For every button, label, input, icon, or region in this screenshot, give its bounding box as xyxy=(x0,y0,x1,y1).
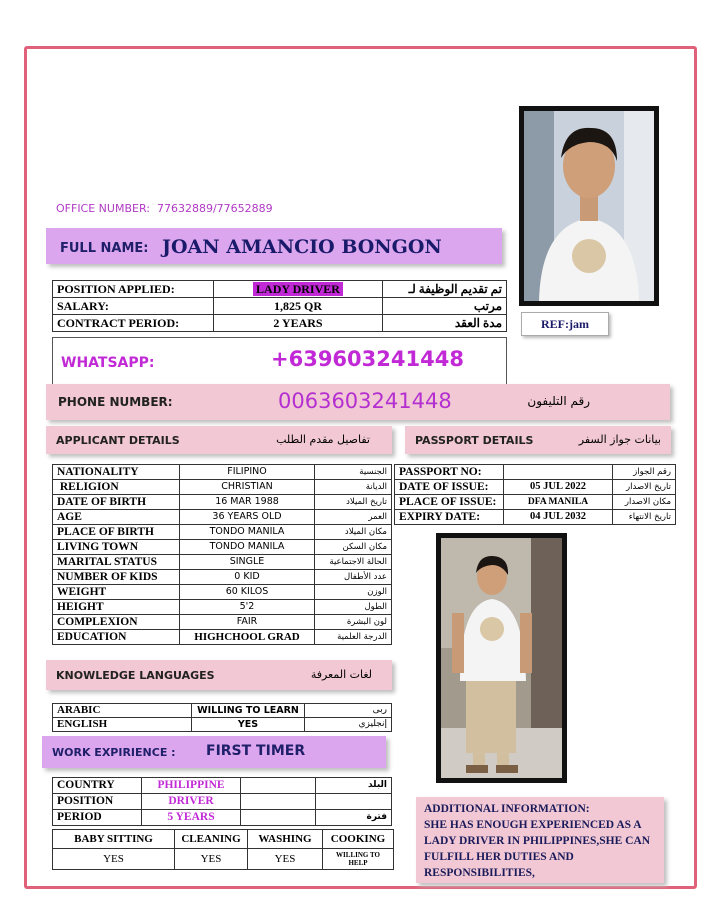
table-row xyxy=(53,718,392,732)
table-row xyxy=(53,615,392,630)
detail-value: CHRISTIAN xyxy=(180,480,315,495)
table-row xyxy=(53,704,392,718)
detail-value: TONDO MANILA xyxy=(180,540,315,555)
skill-label: BABY SITTING xyxy=(53,830,175,849)
detail-value: 5'2 xyxy=(180,600,315,615)
contract-arabic: مدة العقد xyxy=(383,315,507,332)
skill-value: YES xyxy=(175,849,248,870)
table-row xyxy=(53,510,392,525)
table-row xyxy=(53,794,392,810)
contract-value: 2 YEARS xyxy=(214,315,383,332)
experience-label: PERIOD xyxy=(53,810,142,826)
table-row xyxy=(53,600,392,615)
table-row xyxy=(53,810,392,826)
skill-label: CLEANING xyxy=(175,830,248,849)
language-arabic: إنجليزي xyxy=(305,718,392,732)
table-row xyxy=(395,480,676,495)
work-experience-label: WORK EXPIRIENCE : xyxy=(52,746,176,759)
table-row xyxy=(53,495,392,510)
position-value-highlight: LADY DRIVER xyxy=(253,282,343,296)
table-row xyxy=(53,585,392,600)
whatsapp-box xyxy=(52,337,507,385)
experience-empty xyxy=(241,778,316,794)
detail-arabic: الطول xyxy=(315,600,392,615)
salary-arabic: مرتب xyxy=(383,298,507,315)
experience-table xyxy=(52,777,392,826)
skill-value: YES xyxy=(248,849,323,870)
detail-arabic: تاريخ الميلاد xyxy=(315,495,392,510)
applicant-details-arabic: تفاصيل مقدم الطلب xyxy=(276,433,370,446)
position-value xyxy=(214,281,383,298)
additional-information-title: ADDITIONAL INFORMATION: xyxy=(424,803,590,815)
detail-value: FAIR xyxy=(180,615,315,630)
detail-label: AGE xyxy=(53,510,180,525)
phone-arabic: رقم التليفون xyxy=(527,394,590,408)
detail-arabic: مكان السكن xyxy=(315,540,392,555)
detail-arabic: لون البشرة xyxy=(315,615,392,630)
detail-arabic: الدرجة العلمية xyxy=(315,630,392,645)
languages-table xyxy=(52,703,392,732)
detail-label: LIVING TOWN xyxy=(53,540,180,555)
experience-value: DRIVER xyxy=(142,794,241,810)
applicant-full-body-photo xyxy=(436,533,567,783)
experience-value: 5 YEARS xyxy=(142,810,241,826)
skill-value: YES xyxy=(53,849,175,870)
experience-label: POSITION xyxy=(53,794,142,810)
table-row xyxy=(53,540,392,555)
detail-label: COMPLEXION xyxy=(53,615,180,630)
full-name-bar xyxy=(46,228,502,264)
passport-value: DFA MANILA xyxy=(504,495,613,510)
table-row xyxy=(53,570,392,585)
detail-label: RELIGION xyxy=(53,480,180,495)
table-row xyxy=(395,465,676,480)
detail-arabic: عدد الأطفال xyxy=(315,570,392,585)
table-row xyxy=(53,830,394,849)
detail-arabic: الديانة xyxy=(315,480,392,495)
applicant-portrait-photo xyxy=(519,106,659,306)
table-row xyxy=(53,465,392,480)
skill-value: WILLING TO HELP xyxy=(323,849,394,870)
additional-information-box xyxy=(416,797,664,883)
salary-label: SALARY: xyxy=(53,298,214,315)
experience-arabic: البلد xyxy=(316,778,392,794)
language-label: ARABIC xyxy=(53,704,192,718)
detail-label: NATIONALITY xyxy=(53,465,180,480)
full-name-label: FULL NAME: xyxy=(60,241,149,256)
applicant-details-header xyxy=(46,426,392,454)
passport-arabic: رقم الجواز xyxy=(613,465,676,480)
detail-arabic: الحالة الاجتماعية xyxy=(315,555,392,570)
passport-details-label: PASSPORT DETAILS xyxy=(415,434,534,447)
applicant-details-label: APPLICANT DETAILS xyxy=(56,434,180,447)
table-row xyxy=(53,525,392,540)
position-label: POSITION APPLIED: xyxy=(53,281,214,298)
table-row xyxy=(53,315,507,332)
phone-value: 0063603241448 xyxy=(278,389,452,413)
detail-value: 16 MAR 1988 xyxy=(180,495,315,510)
detail-label: WEIGHT xyxy=(53,585,180,600)
whatsapp-label: WHATSAPP: xyxy=(61,355,155,371)
knowledge-languages-arabic: لغات المعرفة xyxy=(310,668,372,681)
detail-value: 0 KID xyxy=(180,570,315,585)
passport-details-table xyxy=(394,464,676,525)
detail-label: NUMBER OF KIDS xyxy=(53,570,180,585)
experience-arabic: فترة xyxy=(316,810,392,826)
salary-value: 1,825 QR xyxy=(214,298,383,315)
knowledge-languages-header xyxy=(46,660,392,690)
table-row xyxy=(53,298,507,315)
table-row xyxy=(53,630,392,645)
passport-value: 05 JUL 2022 xyxy=(504,480,613,495)
table-row xyxy=(53,778,392,794)
language-label: ENGLISH xyxy=(53,718,192,732)
skill-label: COOKING xyxy=(323,830,394,849)
work-experience-bar xyxy=(42,736,386,768)
passport-arabic: تاريخ الاصدار xyxy=(613,480,676,495)
detail-arabic: الجنسية xyxy=(315,465,392,480)
detail-value: HIGHCHOOL GRAD xyxy=(180,630,315,645)
position-arabic: تم تقديم الوظيفة لـ xyxy=(383,281,507,298)
table-row xyxy=(395,495,676,510)
table-row xyxy=(395,510,676,525)
phone-bar xyxy=(46,384,670,420)
phone-label: PHONE NUMBER: xyxy=(58,395,173,409)
detail-label: DATE OF BIRTH xyxy=(53,495,180,510)
detail-arabic: الوزن xyxy=(315,585,392,600)
passport-arabic: تاريخ الانتهاء xyxy=(613,510,676,525)
skills-table xyxy=(52,829,394,870)
skill-label: WASHING xyxy=(248,830,323,849)
language-value: YES xyxy=(192,718,305,732)
detail-arabic: العمر xyxy=(315,510,392,525)
applicant-details-table xyxy=(52,464,392,645)
knowledge-languages-label: KNOWLEDGE LANGUAGES xyxy=(56,669,215,682)
contract-label: CONTRACT PERIOD: xyxy=(53,315,214,332)
position-table xyxy=(52,280,507,332)
experience-value: PHILIPPINE xyxy=(142,778,241,794)
table-row xyxy=(53,849,394,870)
table-row xyxy=(53,281,507,298)
passport-details-header xyxy=(405,426,671,454)
passport-arabic: مكان الاصدار xyxy=(613,495,676,510)
experience-empty xyxy=(241,794,316,810)
detail-value: 36 YEARS OLD xyxy=(180,510,315,525)
language-value: WILLING TO LEARN xyxy=(192,704,305,718)
detail-value: TONDO MANILA xyxy=(180,525,315,540)
table-row xyxy=(53,480,392,495)
table-row xyxy=(53,555,392,570)
ref-badge: REF:jam xyxy=(521,312,609,336)
office-number: OFFICE NUMBER: 77632889/77652889 xyxy=(56,202,273,215)
passport-value: 04 JUL 2032 xyxy=(504,510,613,525)
detail-value: FILIPINO xyxy=(180,465,315,480)
additional-information-text: SHE HAS ENOUGH EXPERIENCED AS A LADY DRIVER IN PHILIPPINES,SHE CAN FULFILL HER DUTIES AND RESPONSIBILITIES, xyxy=(424,819,651,879)
detail-arabic: مكان الميلاد xyxy=(315,525,392,540)
detail-value: 60 KILOS xyxy=(180,585,315,600)
passport-label: DATE OF ISSUE: xyxy=(395,480,504,495)
full-name-value: JOAN AMANCIO BONGON xyxy=(162,236,442,258)
language-arabic: ربى xyxy=(305,704,392,718)
passport-label: PLACE OF ISSUE: xyxy=(395,495,504,510)
whatsapp-value: +639603241448 xyxy=(271,347,464,371)
work-experience-value: FIRST TIMER xyxy=(206,743,306,759)
experience-empty xyxy=(241,810,316,826)
detail-label: EDUCATION xyxy=(53,630,180,645)
passport-label: EXPIRY DATE: xyxy=(395,510,504,525)
detail-label: HEIGHT xyxy=(53,600,180,615)
passport-value xyxy=(504,465,613,480)
passport-label: PASSPORT NO: xyxy=(395,465,504,480)
passport-details-arabic: بيانات جواز السفر xyxy=(578,433,661,446)
experience-arabic xyxy=(316,794,392,810)
detail-value: SINGLE xyxy=(180,555,315,570)
detail-label: MARITAL STATUS xyxy=(53,555,180,570)
detail-label: PLACE OF BIRTH xyxy=(53,525,180,540)
experience-label: COUNTRY xyxy=(53,778,142,794)
